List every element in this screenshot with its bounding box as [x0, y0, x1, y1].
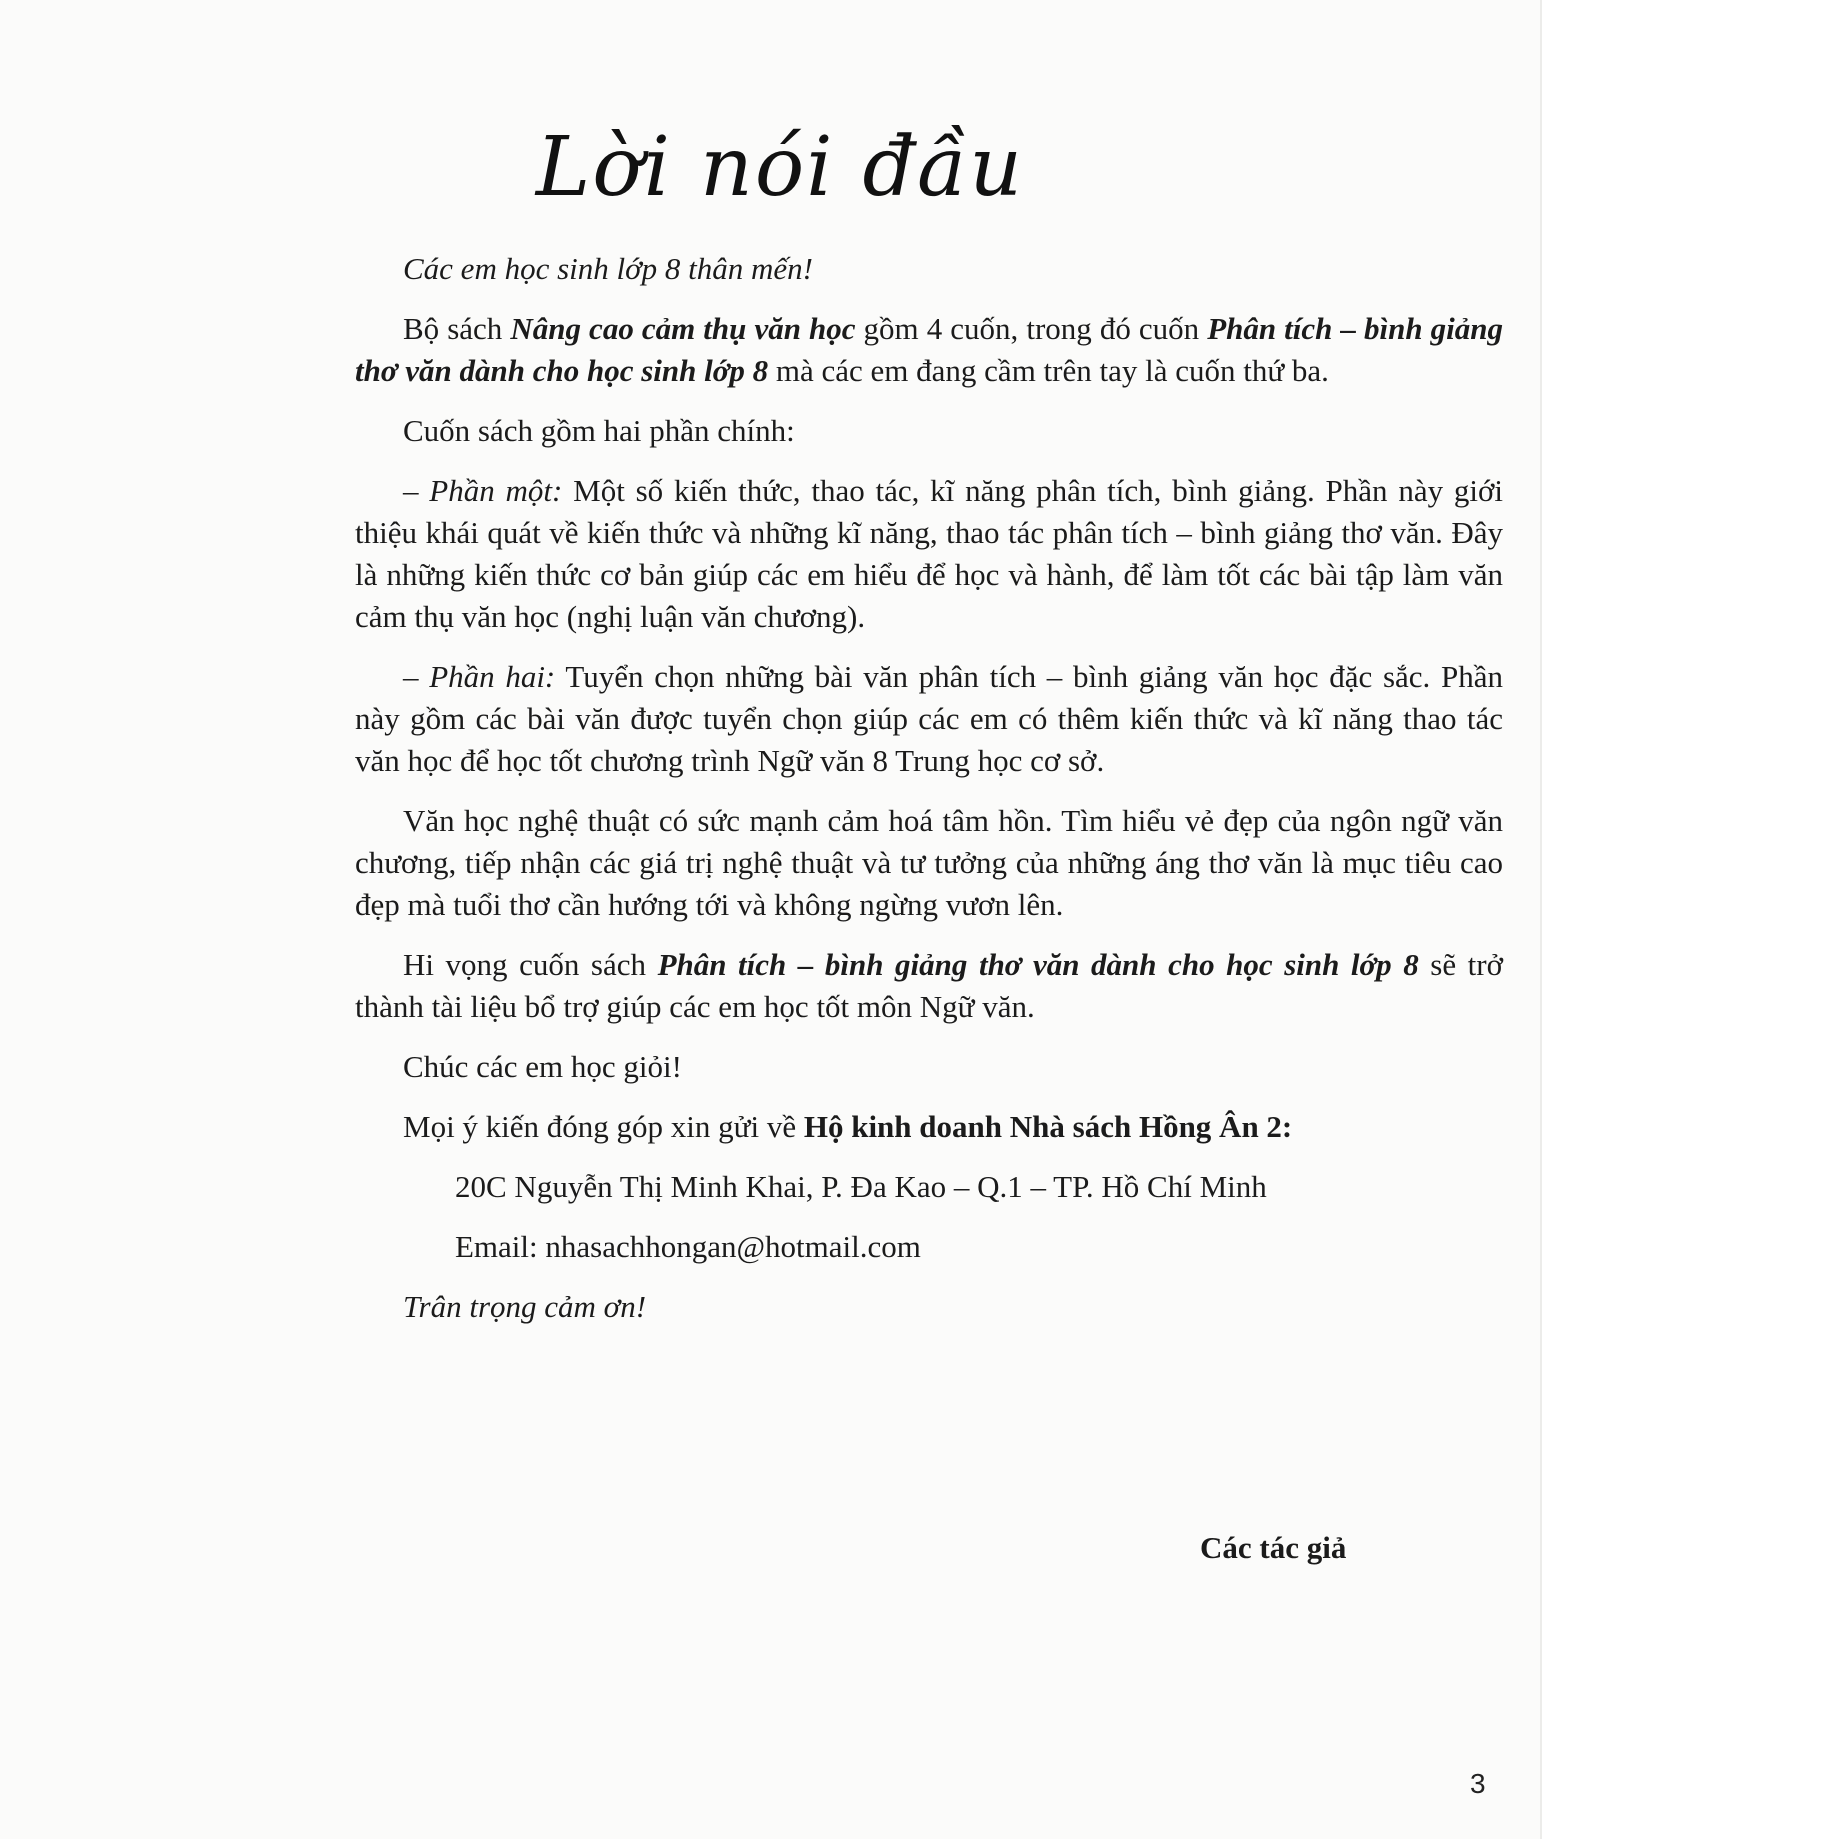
email-line: Email: nhasachhongan@hotmail.com [455, 1229, 921, 1264]
book-title: Phân tích – bình giảng thơ văn dành cho học sinh lớp 8 [657, 947, 1419, 982]
address-line: 20C Nguyễn Thị Minh Khai, P. Đa Kao – Q.1 – TP. Hồ Chí Minh [455, 1169, 1267, 1204]
text-span: Hi vọng cuốn sách [403, 947, 658, 982]
paragraph-literature: Văn học nghệ thuật có sức mạnh cảm hoá tâm hồn. Tìm hiểu vẻ đẹp của ngôn ngữ văn chương, tiếp nhận các giá trị nghệ thuật và tư tưởng của những áng thơ văn là mục tiêu cao đẹp mà tuổi thơ cần hướng tới và không ngừng vươn lên. [355, 803, 1503, 922]
text-span: mà các em đang cầm trên tay là cuốn thứ ba. [768, 353, 1329, 388]
book-title: Phân tích – bình giảng thơ văn dành cho học sinh lớp 8 [355, 311, 1504, 388]
paragraph-series-intro [355, 308, 1503, 392]
publisher-name: Hộ kinh doanh Nhà sách Hồng Ân 2: [803, 1109, 1293, 1144]
text-span: Bộ sách [403, 311, 511, 346]
part-one-label: – Phần một: [403, 473, 563, 508]
part-two-label: – Phần hai: [403, 659, 556, 694]
text-span: gồm 4 cuốn, trong đó cuốn [855, 311, 1208, 346]
paragraph-part-two [355, 656, 1503, 782]
paragraph-part-one [355, 470, 1503, 638]
greeting: Các em học sinh lớp 8 thân mến! [403, 251, 814, 286]
paragraph-wish: Chúc các em học giỏi! [403, 1049, 682, 1084]
page-edge-shadow [1540, 0, 1542, 1839]
text-span: sẽ trở thành tài liệu bổ trợ giúp các em học tốt môn Ngữ văn. [355, 947, 1504, 1024]
paragraph-structure: Cuốn sách gồm hai phần chính: [403, 413, 795, 448]
page-title: Lời nói đầu [535, 120, 1025, 215]
text-span: Mọi ý kiến đóng góp xin gửi về [403, 1109, 804, 1144]
text-span: Tuyển chọn những bài văn phân tích – bình giảng văn học đặc sắc. Phần này gồm các bài văn được tuyển chọn giúp các em có thêm kiến thức và kĩ năng thao tác văn học để học tốt chương trình Ngữ văn 8 Trung học cơ sở. [355, 659, 1503, 778]
page-number: 3 [1470, 1768, 1486, 1799]
paragraph-feedback [355, 1106, 1503, 1148]
signature: Các tác giả [1200, 1530, 1347, 1565]
text-span: Một số kiến thức, thao tác, kĩ năng phân tích, bình giảng. Phần này giới thiệu khái quát về kiến thức và những kĩ năng, thao tác phân tích – bình giảng thơ văn. Đây là những kiến thức cơ bản giúp các em hiểu để học và hành, để làm tốt các bài tập làm văn cảm thụ văn học (nghị luận văn chương). [355, 473, 1503, 634]
preface-body [355, 248, 1503, 1346]
paragraph-hope [355, 944, 1503, 1028]
thanks-line: Trân trọng cảm ơn! [403, 1289, 647, 1324]
series-title: Nâng cao cảm thụ văn học [510, 311, 856, 346]
